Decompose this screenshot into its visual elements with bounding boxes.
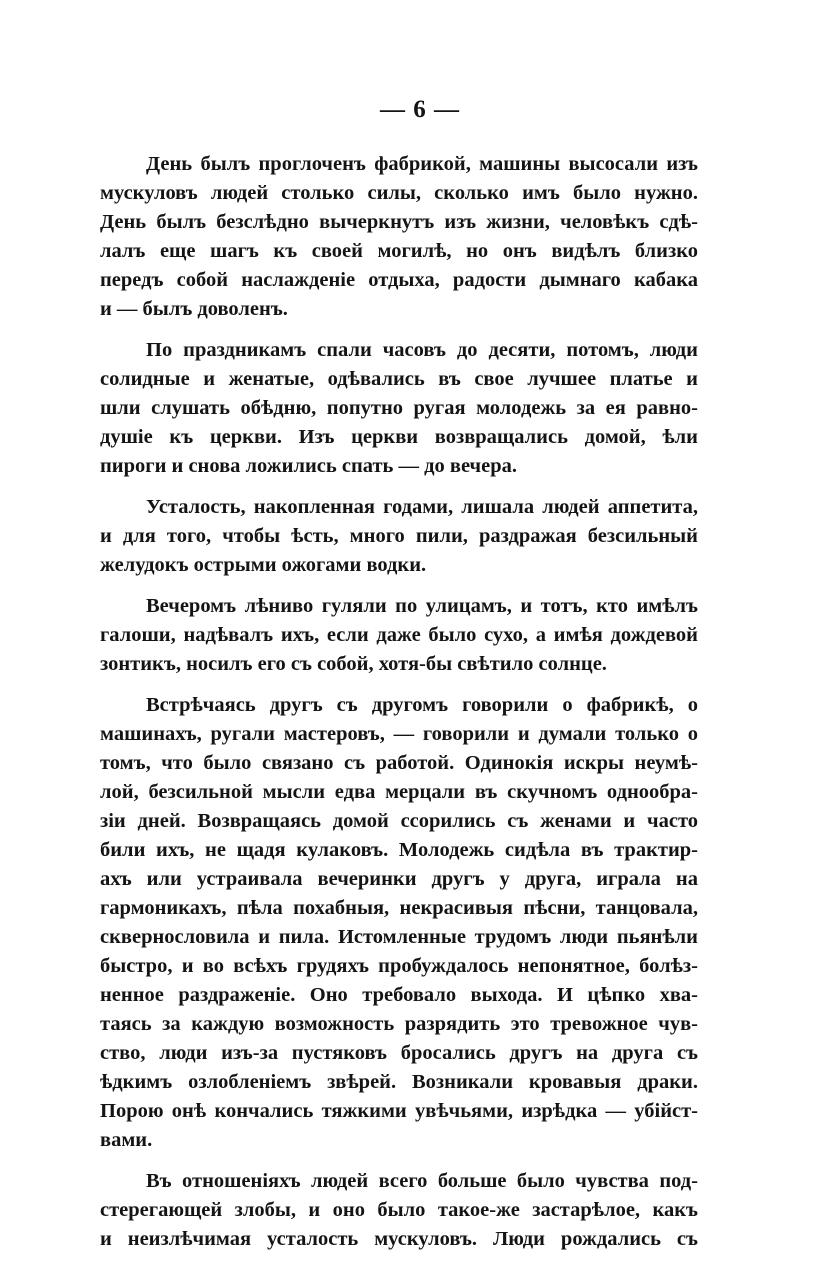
text-line: Въ отношеніяхъ людей всего больше было чувства под- [146, 1170, 698, 1192]
text-line: ненное раздраженіе. Оно требовало выхода. И цѣпко хва- [100, 984, 698, 1006]
text-line: пироги и снова ложились спать — до вечера. [100, 455, 517, 477]
text-line: Порою онѣ кончались тяжкими увѣчьями, изрѣдка — убійст- [100, 1100, 698, 1122]
paragraph [100, 336, 698, 481]
text-line: мускуловъ людей столько силы, сколько имъ было нужно. [100, 182, 698, 204]
text-line: и для того, чтобы ѣсть, много пили, раздражая безсильный [100, 525, 698, 547]
text-line: били ихъ, не щадя кулаковъ. Молодежь сидѣла въ трактир- [100, 839, 698, 861]
paragraph [100, 1167, 698, 1254]
paragraph [100, 150, 698, 324]
text-line: машинахъ, ругали мастеровъ, — говорили и думали только о [100, 723, 698, 745]
text-line: зонтикъ, носилъ его съ собой, хотя-бы свѣтило солнце. [100, 653, 607, 675]
text-line: лалъ еще шагъ къ своей могилѣ, но онъ видѣлъ близко [100, 240, 698, 262]
text-line: передъ собой наслажденіе отдыха, радости дымнаго кабака [100, 269, 698, 291]
text-line: душіе къ церкви. Изъ церкви возвращались домой, ѣли [100, 426, 698, 448]
paragraph [100, 493, 698, 580]
text-line: Встрѣчаясь другъ съ другомъ говорили о фабрикѣ, о [146, 694, 698, 716]
paragraph [100, 592, 698, 679]
text-line: гармоникахъ, пѣла похабныя, некрасивыя пѣсни, танцовала, [100, 897, 698, 919]
text-line: зіи дней. Возвращаясь домой ссорились съ женами и часто [100, 810, 698, 832]
text-line: лой, безсильной мысли едва мерцали въ скучномъ однообра- [100, 781, 698, 803]
body-text [100, 150, 698, 1266]
text-line: желудокъ острыми ожогами водки. [100, 554, 427, 576]
text-line: таясь за каждую возможность разрядить это тревожное чув- [100, 1013, 698, 1035]
text-line: шли слушать обѣдню, попутно ругая молодежь за ея равно- [100, 397, 698, 419]
text-line: ство, люди изъ-за пустяковъ бросались другъ на друга съ [100, 1042, 698, 1064]
text-line: День былъ проглоченъ фабрикой, машины высосали изъ [146, 153, 698, 175]
text-line: День былъ безслѣдно вычеркнутъ изъ жизни, человѣкъ сдѣ- [100, 211, 698, 233]
text-line: Вечеромъ лѣниво гуляли по улицамъ, и тотъ, кто имѣлъ [146, 595, 698, 617]
text-line: и неизлѣчимая усталость мускуловъ. Люди рождались съ [100, 1228, 698, 1250]
text-line: ѣдкимъ озлобленіемъ звѣрей. Возникали кровавыя драки. [100, 1071, 698, 1093]
text-line: Усталость, накопленная годами, лишала людей аппетита, [146, 496, 698, 518]
text-line: По праздникамъ спали часовъ до десяти, потомъ, люди [146, 339, 698, 361]
text-line: томъ, что было связано съ работой. Одинокія искры неумѣ- [100, 752, 698, 774]
text-line: галоши, надѣвалъ ихъ, если даже было сухо, а имѣя дождевой [100, 624, 698, 646]
text-line: сквернословила и пила. Истомленные трудомъ люди пьянѣли [100, 926, 698, 948]
text-line: стерегающей злобы, и оно было такое-же застарѣлое, какъ [100, 1199, 698, 1221]
paragraph [100, 691, 698, 1155]
text-line: быстро, и во всѣхъ грудяхъ пробуждалось непонятное, болѣз- [100, 955, 698, 977]
page-number: — 6 — [380, 96, 460, 123]
text-line: ахъ или устраивала вечеринки другъ у друга, играла на [100, 868, 698, 890]
text-line: солидные и женатые, одѣвались въ свое лучшее платье и [100, 368, 698, 390]
text-line: вами. [100, 1129, 153, 1151]
text-line: и — былъ доволенъ. [100, 298, 288, 320]
